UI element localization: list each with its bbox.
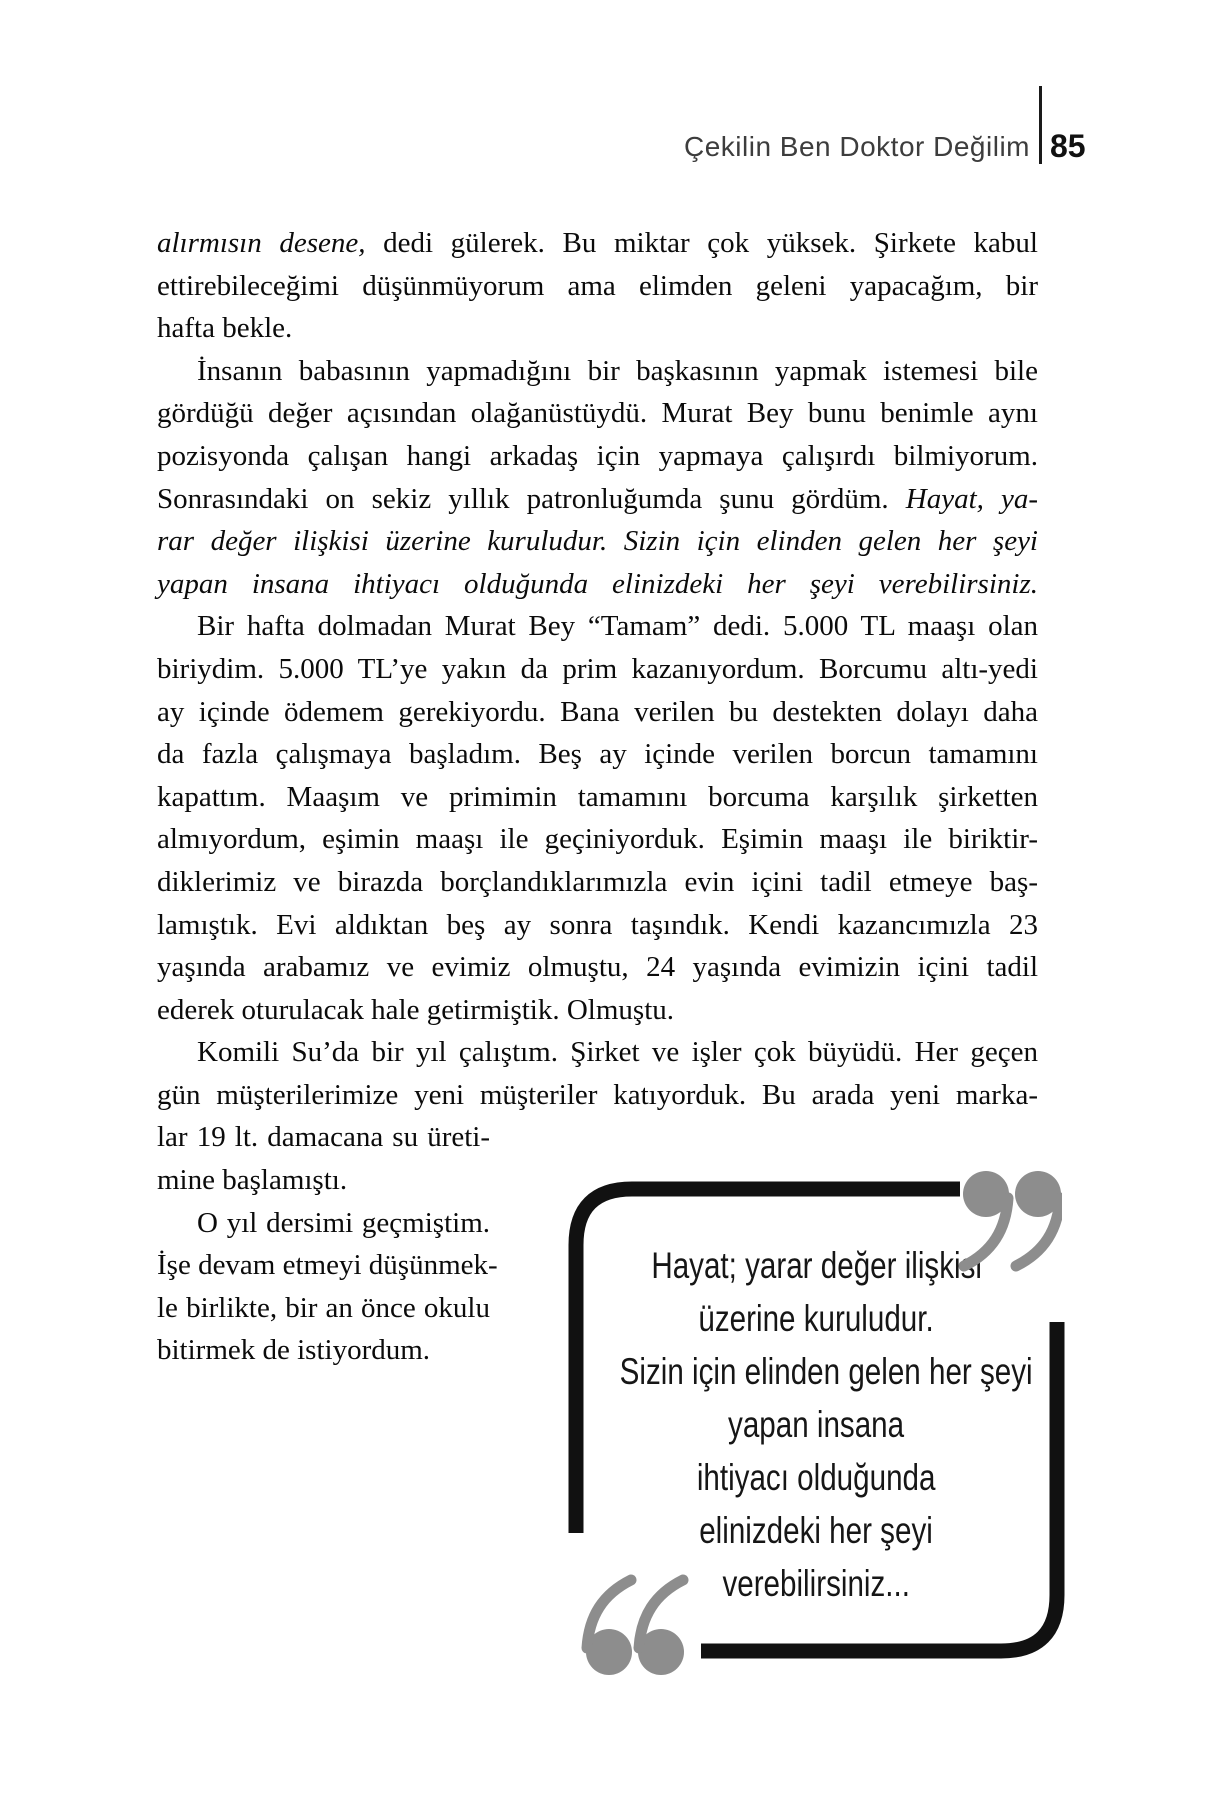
pull-quote-line: Sizin için elinden gelen her şeyi: [619, 1351, 1033, 1392]
body-text-line: mine başlamıştı.: [157, 1164, 348, 1197]
body-text-line: le birlikte, bir an önce okulu: [157, 1291, 490, 1324]
header-divider-rule: [1039, 86, 1042, 164]
body-text-line: almıyordum, eşimin maaşı ile geçiniyorduk. Eşimin maaşı ile biriktir-: [157, 823, 1038, 856]
body-text-line: bitirmek de istiyordum.: [157, 1334, 431, 1367]
body-text-line: yapan insana ihtiyacı olduğunda elinizdeki her şeyi verebilirsiniz.: [157, 567, 1038, 600]
body-text-line: İşe devam etmeyi düşünmek-: [157, 1249, 498, 1282]
body-text-line: ederek oturulacak hale getirmiştik. Olmuştu.: [157, 993, 675, 1026]
body-text-line: diklerimiz ve birazda borçlandıklarımızla evin içini tadil etmeye baş-: [157, 865, 1038, 898]
body-text-line: rar değer ilişkisi üzerine kuruludur. Sizin için elinden gelen her şeyi: [157, 525, 1038, 558]
body-text-line: lar 19 lt. damacana su üreti-: [157, 1121, 490, 1154]
pull-quote-line: Hayat; yarar değer ilişkisi: [651, 1245, 982, 1286]
body-text-line: kapattım. Maaşım ve primimin tamamını borcuma karşılık şirketten: [157, 780, 1038, 813]
body-text-line: yaşında arabamız ve evimiz olmuştu, 24 yaşında evimizin içini tadil: [157, 951, 1038, 984]
pull-quote-line: üzerine kuruludur.: [698, 1298, 935, 1339]
pull-quote-line: ihtiyacı olduğunda: [697, 1457, 936, 1498]
pull-quote-line: elinizdeki her şeyi: [699, 1510, 934, 1551]
pull-quote-line: yapan insana: [728, 1404, 905, 1445]
body-text-line: lamıştık. Evi aldıktan beş ay sonra taşındık. Kendi kazancımızla 23: [157, 908, 1038, 941]
body-text-line: Komili Su’da bir yıl çalıştım. Şirket ve işler çok büyüdü. Her geçen: [197, 1036, 1038, 1069]
body-text-line: da fazla çalışmaya başladım. Beş ay içinde verilen borcun tamamını: [157, 738, 1038, 771]
body-text-line: gün müşterilerimize yeni müşteriler katıyorduk. Bu arada yeni marka-: [157, 1078, 1038, 1111]
body-text-line: Sonrasındaki on sekiz yıllık patronluğumda şunu gördüm. Hayat, ya-: [157, 482, 1038, 515]
body-text-line: ettirebileceğimi düşünmüyorum ama elimden geleni yapacağım, bir: [157, 269, 1038, 302]
body-text-line: gördüğü değer açısından olağanüstüydü. Murat Bey bunu benimle aynı: [157, 397, 1038, 430]
page-number: 85: [1050, 128, 1086, 164]
opening-quote-icon: [580, 1574, 690, 1680]
body-text-line: O yıl dersimi geçmiştim.: [197, 1206, 490, 1239]
pull-quote-text: [568, 1239, 1065, 1610]
closing-quote-icon: [958, 1168, 1062, 1272]
pull-quote-line: verebilirsiniz...: [722, 1563, 911, 1604]
body-text-line: ay içinde ödemem gerekiyordu. Bana verilen bu destekten dolayı daha: [157, 695, 1038, 728]
body-text-line: İnsanın babasının yapmadığını bir başkasının yapmak istemesi bile: [197, 354, 1038, 387]
body-text-line: pozisyonda çalışan hangi arkadaş için yapmaya çalışırdı bilmiyorum.: [157, 439, 1038, 472]
body-text-line: hafta bekle.: [157, 312, 293, 345]
chapter-title: Çekilin Ben Doktor Değilim: [683, 131, 1030, 162]
body-text-line: biriydim. 5.000 TL’ye yakın da prim kazanıyordum. Borcumu altı-yedi: [157, 652, 1038, 685]
body-text-line: alırmısın desene, dedi gülerek. Bu miktar çok yüksek. Şirkete kabul: [157, 227, 1038, 259]
body-text-line: Bir hafta dolmadan Murat Bey “Tamam” dedi. 5.000 TL maaşı olan: [197, 610, 1038, 643]
